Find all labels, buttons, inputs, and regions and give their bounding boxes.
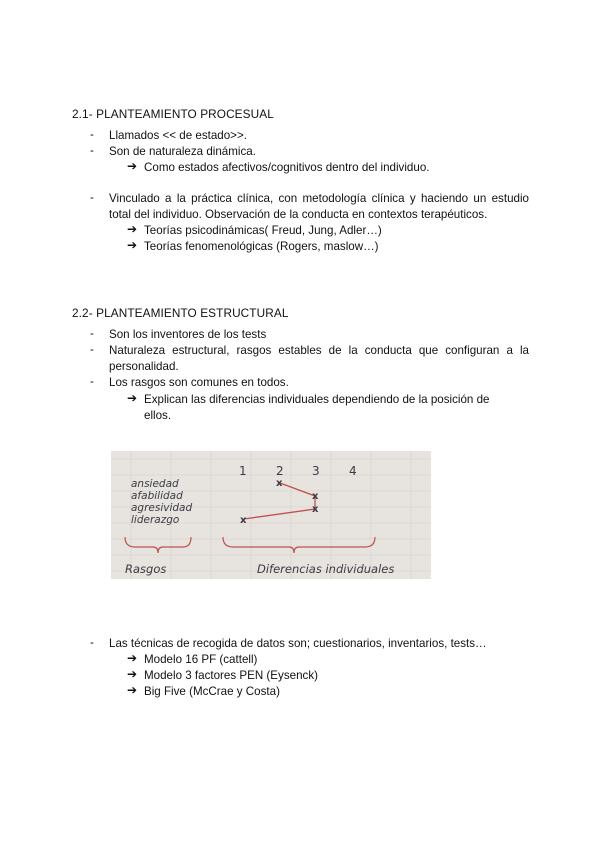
bullet-dash: -	[90, 375, 94, 388]
list-item-text: Los rasgos son comunes en todos.	[109, 376, 289, 389]
list-item-text: Son los inventores de los tests	[109, 328, 267, 341]
sub-list-item-text: Teorías psicodinámicas( Freud, Jung, Adler…)	[144, 224, 382, 237]
arrow-icon: ➔	[127, 238, 138, 252]
brace-diferencias	[223, 537, 375, 553]
sub-list-item-text: Explican las diferencias individuales dependiendo de la posición de ellos.	[144, 393, 490, 422]
arrow-icon: ➔	[127, 391, 138, 405]
sub-list-item-text: Como estados afectivos/cognitivos dentro del individuo.	[144, 161, 430, 174]
arrow-icon: ➔	[127, 159, 138, 173]
trait-label: agresividad	[131, 502, 193, 514]
section-heading-estructural: 2.2- PLANTEAMIENTO ESTRUCTURAL	[72, 306, 289, 320]
bullet-dash: -	[90, 128, 94, 141]
list-item-text: Vinculado a la práctica clínica, con metodología clínica y haciendo un estudio total del individuo. Observación de la conducta en contextos terapéuticos.	[109, 192, 529, 221]
column-number: 4	[349, 464, 357, 478]
arrow-icon: ➔	[127, 683, 138, 697]
bullet-dash: -	[90, 144, 94, 157]
handwritten-traits-photo	[111, 451, 431, 579]
sub-list-item-text: Modelo 3 factores PEN (Eysenck)	[144, 669, 318, 682]
column-number: 3	[312, 464, 320, 478]
sub-list-item-text: Teorías fenomenológicas (Rogers, maslow…)	[144, 240, 379, 253]
trait-label: ansiedad	[131, 478, 179, 490]
bullet-dash: -	[90, 327, 94, 340]
bullet-dash: -	[90, 191, 94, 204]
marker-x: x	[312, 504, 319, 515]
marker-x: x	[240, 515, 247, 526]
marker-x: x	[312, 491, 319, 502]
section-heading-procesual: 2.1- PLANTEAMIENTO PROCESUAL	[72, 107, 274, 121]
arrow-icon: ➔	[127, 651, 138, 665]
brace-rasgos	[125, 537, 191, 553]
sub-list-item-text: Big Five (McCrae y Costa)	[144, 685, 280, 698]
column-number: 1	[239, 464, 247, 478]
arrow-icon: ➔	[127, 222, 138, 236]
trait-label: afabilidad	[131, 490, 183, 502]
handwritten-diagram	[111, 451, 431, 579]
trait-label: liderazgo	[131, 514, 180, 526]
list-item-text: Son de naturaleza dinámica.	[109, 145, 256, 158]
arrow-icon: ➔	[127, 667, 138, 681]
bullet-dash: -	[90, 636, 94, 649]
list-item-text: Naturaleza estructural, rasgos estables de la conducta que configuran a la personalidad.	[109, 344, 529, 373]
label-diferencias-individuales: Diferencias individuales	[257, 562, 395, 576]
label-rasgos: Rasgos	[125, 562, 167, 576]
column-number: 2	[276, 464, 284, 478]
bullet-dash: -	[90, 343, 94, 356]
list-item-text: Las técnicas de recogida de datos son; cuestionarios, inventarios, tests…	[109, 637, 487, 650]
sub-list-item-text: Modelo 16 PF (cattell)	[144, 653, 258, 666]
marker-x: x	[276, 478, 283, 489]
list-item-text: Llamados << de estado>>.	[109, 129, 247, 142]
